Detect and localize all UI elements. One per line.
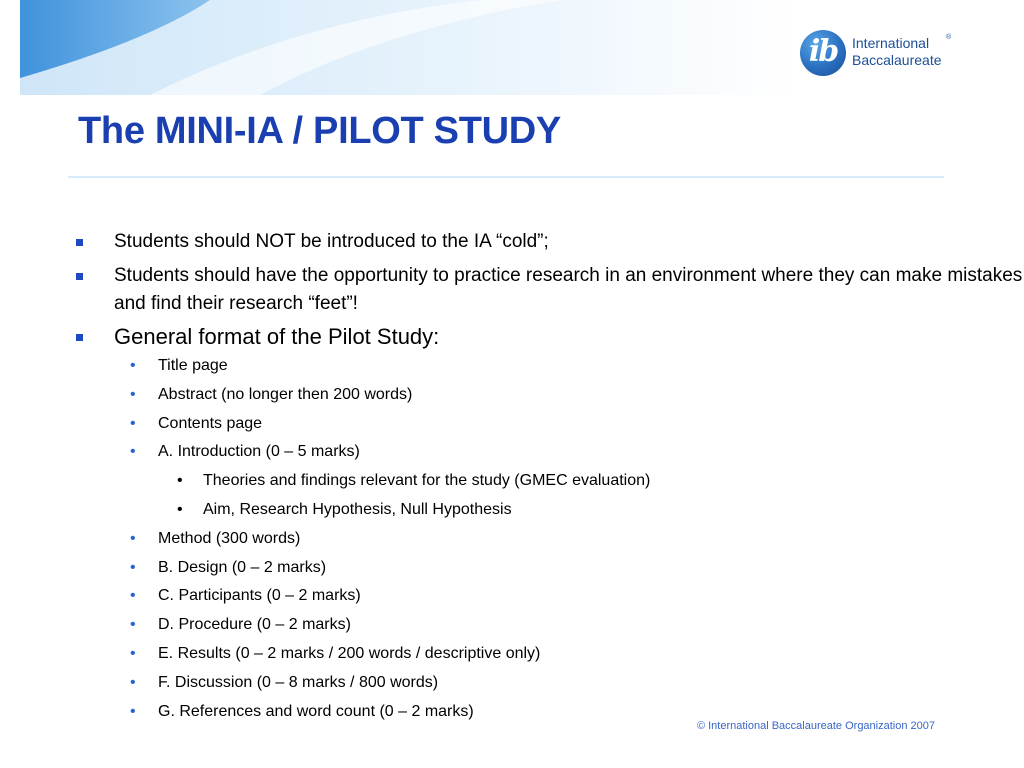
dot-bullet-icon: • bbox=[130, 443, 136, 461]
title-divider bbox=[68, 176, 944, 178]
sub-item-text: Aim, Research Hypothesis, Null Hypothesis bbox=[203, 500, 512, 518]
format-item bbox=[130, 554, 1024, 583]
format-item bbox=[130, 410, 1024, 439]
bullet-item bbox=[114, 262, 1024, 318]
format-item-text: Contents page bbox=[158, 414, 263, 432]
format-item-text: F. Discussion (0 – 8 marks / 800 words) bbox=[158, 673, 439, 691]
format-item bbox=[130, 438, 1024, 467]
logo-name-line1: International bbox=[852, 35, 930, 51]
dot-bullet-icon: • bbox=[130, 558, 136, 576]
format-item bbox=[130, 352, 1024, 381]
sub-item bbox=[177, 496, 1024, 525]
bullet-text: General format of the Pilot Study: bbox=[114, 324, 440, 349]
bullet-item bbox=[114, 228, 1024, 256]
dot-bullet-icon: • bbox=[130, 357, 136, 374]
dot-bullet-icon: • bbox=[130, 587, 136, 605]
square-bullet-icon bbox=[76, 273, 83, 280]
slide-body bbox=[0, 228, 1024, 726]
ib-logo-mark: ib bbox=[800, 30, 846, 76]
format-item-text: C. Participants (0 – 2 marks) bbox=[158, 587, 361, 605]
sub-item-text: Theories and findings relevant for the study (GMEC evaluation) bbox=[203, 472, 651, 490]
dot-bullet-icon: • bbox=[130, 414, 136, 432]
ib-logo-text bbox=[852, 35, 942, 69]
bullet-text: Students should NOT be introduced to the IA “cold”; bbox=[114, 231, 549, 252]
square-bullet-icon bbox=[76, 239, 83, 246]
format-item-text: D. Procedure (0 – 2 marks) bbox=[158, 616, 351, 634]
format-item-text: G. References and word count (0 – 2 marks) bbox=[158, 702, 474, 720]
dot-bullet-icon: • bbox=[130, 529, 136, 547]
format-item-text: Method (300 words) bbox=[158, 529, 301, 547]
format-item-text: Abstract (no longer then 200 words) bbox=[158, 385, 413, 403]
format-item bbox=[130, 582, 1024, 611]
format-item-text: A. Introduction (0 – 5 marks) bbox=[158, 443, 360, 461]
dot-bullet-icon: • bbox=[130, 616, 136, 634]
dot-bullet-icon: • bbox=[177, 472, 183, 490]
format-item bbox=[130, 525, 1024, 554]
copyright-footer: © International Baccalaureate Organization 2007 bbox=[696, 720, 935, 732]
dot-bullet-icon: • bbox=[130, 644, 136, 662]
slide-title: The MINI-IA / PILOT STUDY bbox=[78, 110, 561, 152]
bullet-text: Students should have the opportunity to practice research in an environment where they can make mistakes and find their research “feet”! bbox=[114, 265, 1023, 314]
format-item bbox=[130, 669, 1024, 698]
bullet-item bbox=[114, 322, 1024, 352]
format-item-text: E. Results (0 – 2 marks / 200 words / descriptive only) bbox=[158, 644, 541, 662]
format-item bbox=[130, 640, 1024, 669]
dot-bullet-icon: • bbox=[130, 702, 136, 720]
sub-item bbox=[177, 467, 1024, 496]
format-item bbox=[130, 611, 1024, 640]
dot-bullet-icon: • bbox=[130, 385, 136, 403]
square-bullet-icon bbox=[76, 334, 83, 341]
format-item bbox=[130, 381, 1024, 410]
dot-bullet-icon: • bbox=[130, 673, 136, 691]
dot-bullet-icon: • bbox=[177, 500, 183, 518]
format-item-text: B. Design (0 – 2 marks) bbox=[158, 558, 327, 576]
logo-name-line2: Baccalaureate bbox=[852, 52, 942, 68]
registered-mark: ® bbox=[946, 34, 952, 41]
format-item-text: Title page bbox=[158, 357, 228, 374]
ib-logo bbox=[800, 30, 960, 82]
